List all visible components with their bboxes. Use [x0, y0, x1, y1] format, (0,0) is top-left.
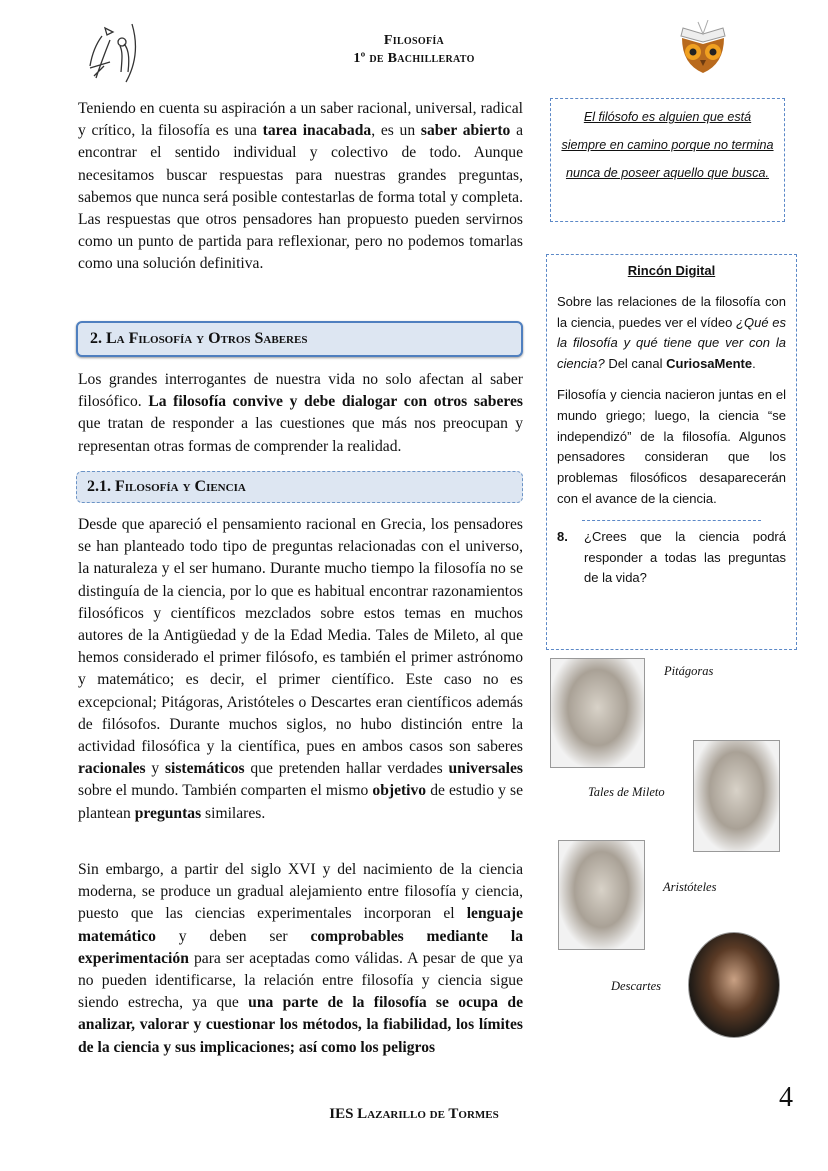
intro-paragraph	[78, 98, 523, 276]
quote-text: El filósofo es alguien que está siempre en camino porque no termina nunca de poseer aquello que busca.	[561, 110, 774, 180]
section-2-title: 2. La Filosofía y Otros Saberes	[90, 330, 308, 347]
section-2-1-paragraph-2	[78, 859, 523, 1059]
text-segment: y deben ser	[155, 927, 311, 945]
bold-text: universales	[448, 760, 523, 778]
text-segment: , es un	[371, 122, 421, 140]
owl-book-logo	[678, 20, 728, 74]
bold-text: lenguaje matemático	[78, 905, 523, 945]
text-segment: a encontrar el sentido individual y colectivo de todo. Aunque necesitamos buscar respuestas para nuestras grandes preguntas, sabemos que nunca será posible contestarlas de forma total y completa. Las respuestas que otros pensadores han propuesto pueden servirnos como un punto de partida para reflexionar, pero no podemos tomarlas como una solución definitiva.	[78, 122, 523, 273]
rincon-digital-title: Rincón Digital	[627, 263, 716, 278]
video-title[interactable]: ¿Qué es la filosofía y qué tiene que ver con la ciencia?	[557, 314, 786, 372]
rincon-digital-box	[546, 254, 797, 650]
bold-text: La filosofía convive y debe dialogar con otros saberes	[148, 393, 523, 411]
caption-aristoteles: Aristóteles	[663, 880, 717, 894]
footer-school: IES Lazarillo de Tormes	[329, 1106, 499, 1122]
descartes-portrait	[688, 932, 780, 1038]
caption-pitagoras: Pitágoras	[664, 664, 714, 678]
rincon-video-paragraph	[557, 292, 786, 375]
header-subtitle: 1º de Bachillerato	[353, 51, 475, 66]
bold-text: comprobables mediante la experimentación	[78, 927, 523, 967]
text-segment: Sin embargo, a partir del siglo XVI y del nacimiento de la ciencia moderna, se produce un gradual alejamiento entre filosofía y ciencia, puesto que las ciencias experimentales incorporan el	[78, 861, 523, 923]
channel-name: CuriosaMente	[666, 356, 753, 372]
text-segment: para ser aceptadas como válidas. A pesar de que ya no pueden identificarse, la relación entre filosofía y ciencia sigue siendo estrecha, ya que	[78, 949, 523, 1012]
video-intro-text: Sobre las relaciones de la filosofía con la ciencia, puedes ver el vídeo	[557, 293, 786, 330]
page-number: 4	[779, 1082, 793, 1113]
rincon-paragraph-2: Filosofía y ciencia nacieron juntas en el mundo griego; luego, la ciencia “se independizó” de la filosofía. Algunos pensadores consideran que los problemas filosóficos desaparecerán con el avance de la ciencia.	[557, 386, 786, 506]
bold-text: preguntas	[134, 804, 202, 822]
section-2-1-paragraph-1	[78, 514, 523, 825]
section-2-1-title: 2.1. Filosofía y Ciencia	[87, 478, 246, 495]
period: .	[752, 356, 756, 372]
text-segment: similares.	[201, 804, 266, 822]
bold-text: tarea inacabada	[262, 122, 372, 140]
text-segment: Teniendo en cuenta su aspiración a un saber racional, universal, radical y crítico, la filosofía es una	[78, 100, 523, 140]
bold-text: saber abierto	[420, 122, 511, 140]
bold-text: una parte de la filosofía se ocupa de analizar, valorar y cuestionar los métodos, la fiabilidad, los límites de la ciencia y sus implicaciones; así como los peligros	[78, 994, 523, 1056]
question-text: ¿Crees que la ciencia podrá responder a todas las preguntas de la vida?	[584, 528, 786, 586]
tales-portrait	[693, 740, 780, 852]
question-8	[557, 527, 786, 589]
bold-text: sistemáticos	[164, 760, 245, 778]
bold-text: objetivo	[372, 782, 427, 800]
channel-label: Del canal	[604, 356, 667, 372]
section-2-1-heading	[76, 471, 523, 503]
text-segment: que tratan de responder a las cuestiones que más nos preocupan y representan otras formas de comprender la realidad.	[78, 415, 523, 455]
text-segment: Desde que apareció el pensamiento racional en Grecia, los pensadores se han planteado todo tipo de preguntas relacionadas con el universo, la naturaleza y el ser humano. Durante mucho tiempo la filosofía no se distinguía de la ciencia, por lo que es habitual encontrar razonamientos filosóficos y científicos mezclados sobre estos temas en muchos autores de la Antigüedad y de la Edad Media. Tales de Mileto, al que hemos considerado el primer filósofo, es también el primer astrónomo y matemático; es decir, el primer científico. Este caso no es excepcional; Pitágoras, Aristóteles o Descartes eran científicos además de filósofos. Durante muchos siglos, no hubo distinción entre la actividad filosófica y la científica, pues en ambos casos son saberes	[78, 516, 523, 756]
pitagoras-portrait	[550, 658, 645, 768]
text-segment: sobre el mundo. También comparten el mismo	[78, 782, 373, 800]
caption-descartes: Descartes	[611, 979, 661, 993]
text-segment: Los grandes interrogantes de nuestra vida no solo afectan al saber filosófico.	[78, 371, 523, 411]
bold-text: racionales	[78, 760, 146, 778]
header-title: Filosofía	[383, 33, 445, 48]
caption-tales: Tales de Mileto	[588, 785, 665, 799]
aristoteles-portrait	[558, 840, 645, 950]
section-2-paragraph	[78, 369, 523, 458]
text-segment: de estudio y se plantean	[78, 782, 523, 822]
section-2-heading	[76, 321, 523, 357]
question-number: 8.	[557, 528, 568, 544]
divider	[582, 520, 761, 521]
quote-box	[550, 98, 785, 222]
text-segment: que pretenden hallar verdades	[244, 760, 449, 778]
text-segment: y	[145, 760, 165, 778]
